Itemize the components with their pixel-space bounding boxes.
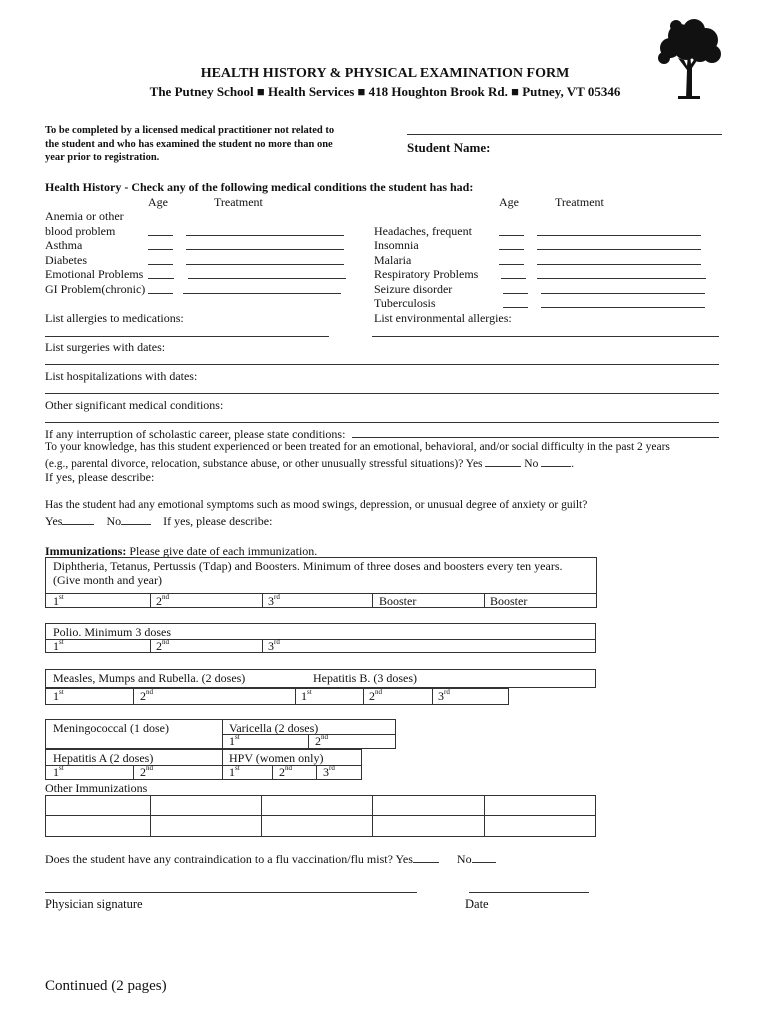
hepa-dose-1[interactable]: 1st (53, 764, 64, 779)
condition-gi: GI Problem(chronic) (45, 282, 146, 296)
tdap-booster-1[interactable]: Booster (379, 594, 417, 608)
interruption-field[interactable] (352, 437, 719, 438)
form-subtitle: The Putney School ■ Health Services ■ 418 Houghton Brook Rd. ■ Putney, VT 05346 (149, 84, 621, 99)
flu-no-field[interactable] (472, 852, 496, 863)
immunizations-heading-bold: Immunizations: (45, 544, 127, 558)
condition-blood-problem: blood problem (45, 224, 116, 238)
treatment-field[interactable] (537, 235, 701, 236)
emotional-no-label: No (524, 458, 539, 470)
age-field[interactable] (148, 278, 174, 279)
treatment-field[interactable] (186, 235, 344, 236)
age-field[interactable] (148, 235, 173, 236)
hepa-col-divider (133, 765, 134, 780)
mmr-col-divider (295, 688, 296, 705)
condition-respiratory: Respiratory Problems (374, 267, 479, 281)
condition-tuberculosis: Tuberculosis (374, 296, 436, 310)
hpv-col-divider (272, 765, 273, 780)
hpv-dose-1[interactable]: 1st (229, 764, 240, 779)
surgeries-label: List surgeries with dates: (45, 340, 166, 354)
other-conditions-label: Other significant medical conditions: (45, 398, 224, 412)
allergies-medications-field[interactable] (45, 336, 329, 337)
student-name-field[interactable] (407, 134, 722, 135)
date-field[interactable] (469, 892, 589, 893)
mmr-dose-2[interactable]: 2nd (140, 688, 153, 703)
hepb-col-divider (432, 688, 433, 705)
age-field[interactable] (148, 293, 173, 294)
tdap-description: Diphtheria, Tetanus, Pertussis (Tdap) and Boosters. Minimum of three doses and boosters every ten years. (53, 559, 563, 573)
hpv-label: HPV (women only) (229, 751, 324, 765)
age-field[interactable] (148, 264, 173, 265)
condition-seizure: Seizure disorder (374, 282, 453, 296)
emotional-yes-field[interactable] (485, 456, 521, 467)
hepb-dose-2[interactable]: 2nd (369, 688, 382, 703)
condition-diabetes: Diabetes (45, 253, 87, 267)
symptoms-no-label: No (106, 514, 122, 528)
hepa-hpv-divider (45, 765, 362, 766)
age-field[interactable] (499, 264, 524, 265)
symptoms-question: Has the student had any emotional symptoms such as mood swings, depression, or unusual degree of anxiety or guilt? (45, 499, 588, 511)
flu-no-label: No (456, 852, 472, 866)
other-immunizations-label: Other Immunizations (45, 781, 148, 795)
hepa-label: Hepatitis A (2 doses) (53, 751, 154, 765)
age-header-left: Age (148, 195, 168, 209)
tdap-col-divider (262, 593, 263, 608)
hpv-dose-2[interactable]: 2nd (279, 764, 292, 779)
symptoms-describe-label: If yes, please describe: (163, 514, 273, 528)
age-field[interactable] (499, 249, 524, 250)
varicella-divider (222, 734, 396, 735)
other-immunizations-col-divider (484, 795, 485, 837)
treatment-field[interactable] (183, 293, 341, 294)
treatment-header-left: Treatment (214, 195, 263, 209)
other-immunizations-col-divider (150, 795, 151, 837)
other-immunizations-col-divider (372, 795, 373, 837)
hepb-label: Hepatitis B. (3 doses) (313, 671, 417, 685)
varicella-label: Varicella (2 doses) (229, 721, 319, 735)
condition-emotional: Emotional Problems (45, 267, 144, 281)
physician-signature-field[interactable] (45, 892, 417, 893)
flu-question: Does the student have any contraindication to a flu vaccination/flu mist? Yes (45, 852, 413, 866)
surgeries-field[interactable] (45, 364, 719, 365)
hepb-col-divider (363, 688, 364, 705)
condition-asthma: Asthma (45, 238, 83, 252)
mening-label: Meningococcal (1 dose) (53, 721, 169, 735)
tdap-col-divider (372, 593, 373, 608)
age-field[interactable] (503, 307, 528, 308)
if-yes-describe-label: If yes, please describe: (45, 470, 155, 484)
tdap-col-divider (150, 593, 151, 608)
polio-col-divider (262, 639, 263, 653)
immunizations-heading-rest: Please give date of each immunization. (129, 544, 318, 558)
hepb-dose-3[interactable]: 3rd (438, 688, 450, 703)
hospitalizations-field[interactable] (45, 393, 719, 394)
tdap-col-divider (484, 593, 485, 608)
form-title: HEALTH HISTORY & PHYSICAL EXAMINATION FORM (200, 66, 570, 81)
tdap-dose-2[interactable]: 2nd (156, 593, 169, 608)
symptoms-yes-label: Yes (45, 514, 63, 528)
symptoms-no-field[interactable] (121, 514, 151, 525)
mmr-dose-1[interactable]: 1st (53, 688, 64, 703)
flu-question-row (45, 852, 496, 867)
tdap-dose-1[interactable]: 1st (53, 593, 64, 608)
condition-anemia: Anemia or other (45, 209, 124, 223)
emotional-question-line2: (e.g., parental divorce, relocation, substance abuse, or other unusually stressful situations)? Yes No . (45, 458, 575, 470)
age-field[interactable] (501, 278, 526, 279)
treatment-field[interactable] (186, 264, 344, 265)
hpv-dose-3[interactable]: 3rd (323, 764, 335, 779)
treatment-field[interactable] (186, 249, 344, 250)
polio-dose-1[interactable]: 1st (53, 638, 64, 653)
treatment-field[interactable] (188, 278, 346, 279)
age-field[interactable] (499, 235, 524, 236)
physician-signature-label: Physician signature (45, 897, 143, 911)
emotional-question-line1: To your knowledge, has this student experienced or been treated for an emotional, behavioral, and/or social difficulty in the past 2 years (45, 441, 670, 453)
polio-dose-3[interactable]: 3rd (268, 638, 280, 653)
age-header-right: Age (499, 195, 519, 209)
other-immunizations-table (45, 795, 596, 837)
other-conditions-field[interactable] (45, 422, 719, 423)
treatment-header-right: Treatment (555, 195, 604, 209)
emotional-question-text: (e.g., parental divorce, relocation, substance abuse, or other unusually stressful situations)? Yes (45, 458, 483, 470)
tdap-dose-3[interactable]: 3rd (268, 593, 280, 608)
date-label: Date (465, 897, 489, 911)
treatment-field[interactable] (541, 293, 705, 294)
instructions-line-2: the student and who has examined the student no more than one (45, 139, 333, 150)
other-immunizations-row-divider (45, 815, 596, 816)
mmr-col-divider (133, 688, 134, 705)
polio-divider (45, 639, 596, 640)
age-field[interactable] (503, 293, 528, 294)
polio-dose-2[interactable]: 2nd (156, 638, 169, 653)
polio-label: Polio. Minimum 3 doses (53, 625, 172, 639)
condition-malaria: Malaria (374, 253, 412, 267)
continued-footer: Continued (2 pages) (45, 978, 167, 994)
hepa-dose-2[interactable]: 2nd (140, 764, 153, 779)
varicella-dose-1[interactable]: 1st (229, 733, 240, 748)
health-history-heading: Health History - Check any of the following medical conditions the student has had: (45, 180, 474, 194)
emotional-no-field[interactable] (541, 456, 571, 467)
other-immunizations-col-divider (261, 795, 262, 837)
tdap-booster-2[interactable]: Booster (490, 594, 528, 608)
symptoms-answer-row (45, 514, 272, 529)
treatment-field[interactable] (537, 278, 706, 279)
student-name-label: Student Name: (407, 140, 491, 155)
varicella-dose-2[interactable]: 2nd (315, 733, 328, 748)
condition-insomnia: Insomnia (374, 238, 419, 252)
allergies-environmental-field[interactable] (372, 336, 719, 337)
hepb-dose-1[interactable]: 1st (301, 688, 312, 703)
treatment-field[interactable] (537, 249, 701, 250)
hpv-col-divider (316, 765, 317, 780)
allergies-medications-label: List allergies to medications: (45, 311, 184, 325)
varicella-col-divider (308, 734, 309, 749)
interruption-label: If any interruption of scholastic career, please state conditions: (45, 427, 346, 441)
hospitalizations-label: List hospitalizations with dates: (45, 369, 198, 383)
tdap-give-month: (Give month and year) (53, 573, 162, 587)
instructions-line-3: year prior to registration. (45, 152, 160, 163)
age-field[interactable] (148, 249, 173, 250)
polio-col-divider (150, 639, 151, 653)
treatment-field[interactable] (537, 264, 701, 265)
mmr-label: Measles, Mumps and Rubella. (2 doses) (53, 671, 246, 685)
instructions-line-1: To be completed by a licensed medical practitioner not related to (45, 125, 335, 136)
allergies-environmental-label: List environmental allergies: (374, 311, 512, 325)
symptoms-yes-field[interactable] (62, 514, 94, 525)
flu-yes-field[interactable] (413, 852, 439, 863)
treatment-field[interactable] (541, 307, 705, 308)
condition-headaches: Headaches, frequent (374, 224, 472, 238)
